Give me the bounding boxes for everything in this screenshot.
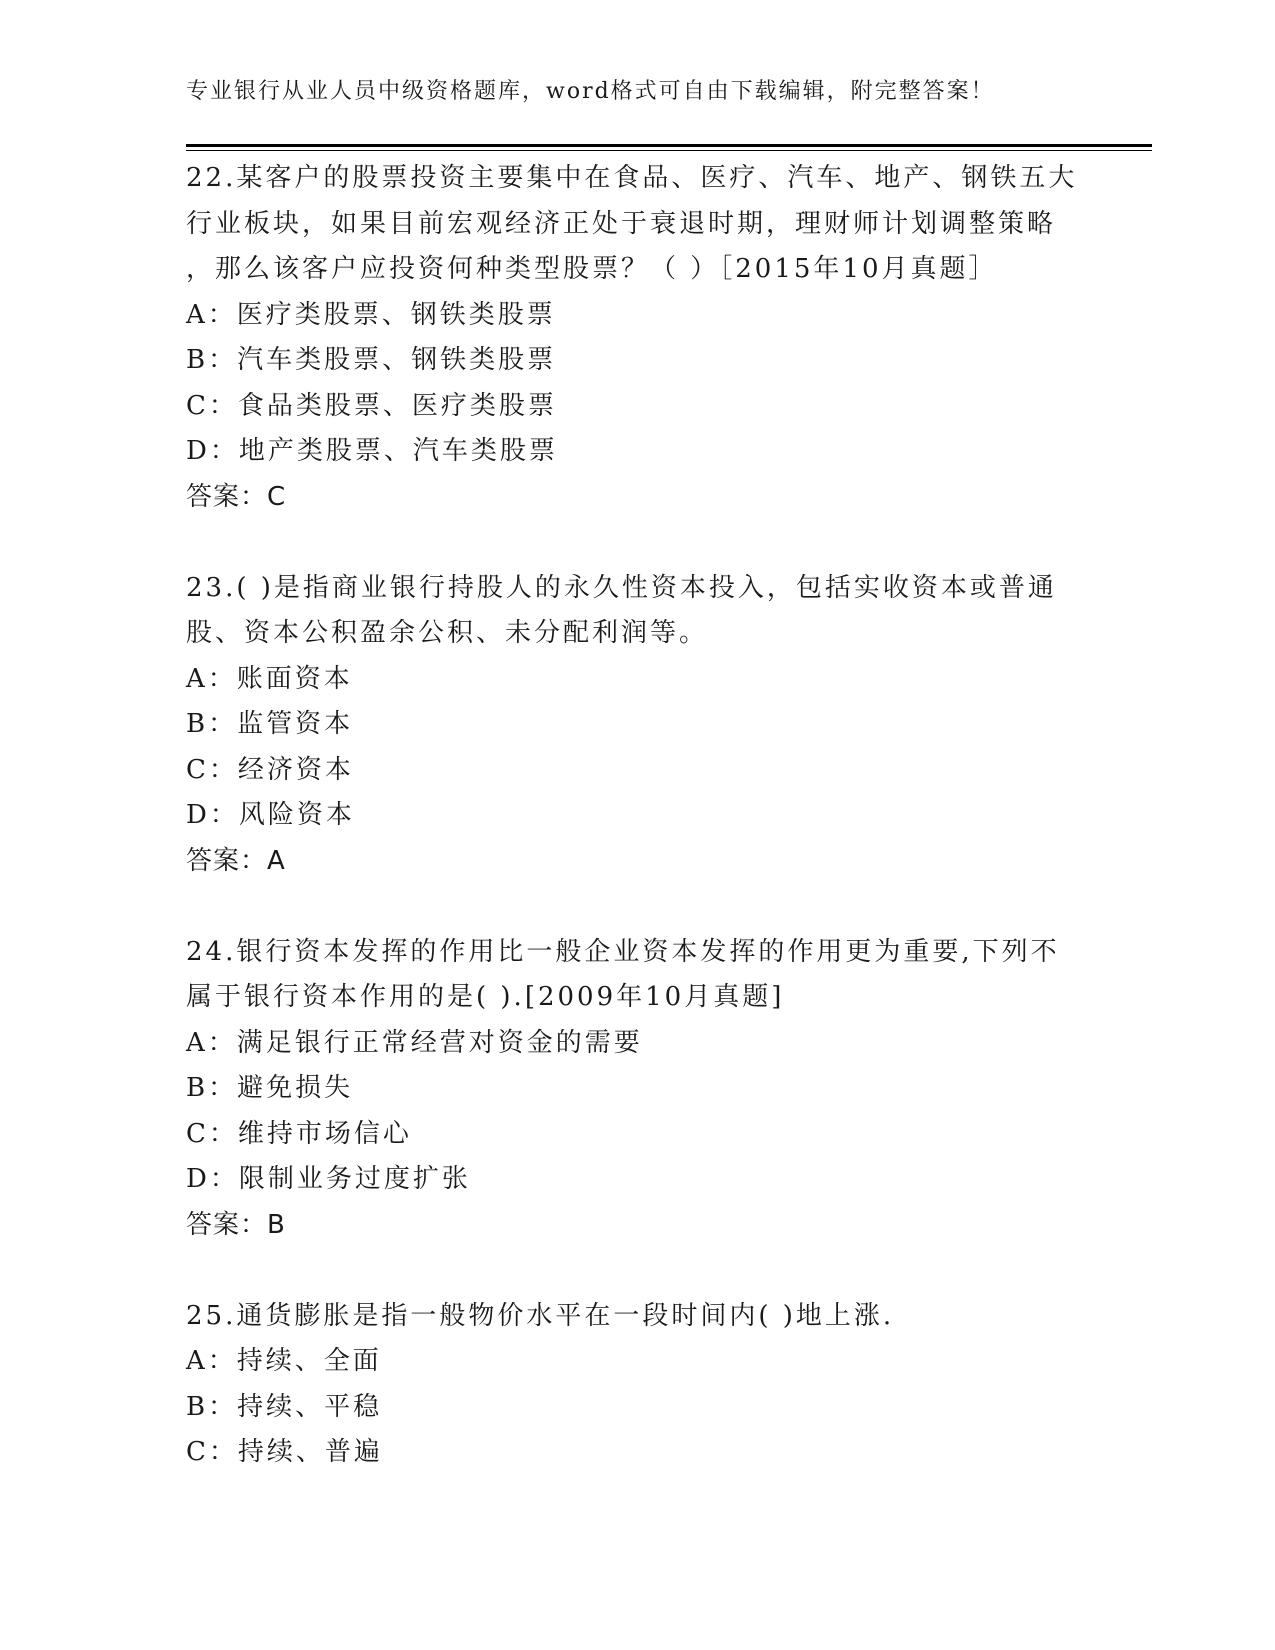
option-d: D：限制业务过度扩张 <box>186 1164 471 1194</box>
option-c: C：持续、普遍 <box>186 1437 383 1467</box>
answer-line: 答案：A <box>186 845 286 876</box>
option-d: D：地产类股票、汽车类股票 <box>186 436 558 466</box>
option-b: B：汽车类股票、钢铁类股票 <box>186 345 557 375</box>
question-stem-line: 属于银行资本作用的是( ).[2009年10月真题] <box>186 982 785 1012</box>
option-a: A：账面资本 <box>186 663 353 694</box>
question-24 <box>186 930 1152 1249</box>
option-c: C：食品类股票、医疗类股票 <box>186 390 557 421</box>
question-list <box>186 156 1152 1476</box>
option-c: C：维持市场信心 <box>186 1118 412 1149</box>
option-b: B：避免损失 <box>186 1073 354 1103</box>
question-stem-line: 股、资本公积盈余公积、未分配利润等。 <box>186 618 709 648</box>
answer-line: 答案：C <box>186 481 287 512</box>
page-header: 专业银行从业人员中级资格题库，word格式可自由下载编辑，附完整答案！ <box>186 79 995 104</box>
question-22 <box>186 156 1152 520</box>
question-23 <box>186 566 1152 885</box>
question-stem-line: 22.某客户的股票投资主要集中在食品、医疗、汽车、地产、钢铁五大 <box>186 163 1078 193</box>
question-spacer <box>186 1248 1152 1294</box>
question-spacer <box>186 884 1152 930</box>
question-stem-line: ，那么该客户应投资何种类型股票？（ ）［2015年10月真题］ <box>186 254 998 284</box>
question-stem-line: 行业板块，如果目前宏观经济正处于衰退时期，理财师计划调整策略 <box>186 208 1057 239</box>
header-rule-thin <box>186 150 1152 151</box>
option-d: D：风险资本 <box>186 800 355 830</box>
option-a: A：医疗类股票、钢铁类股票 <box>186 299 556 330</box>
question-stem-line: 23.( )是指商业银行持股人的永久性资本投入，包括实收资本或普通 <box>186 572 1057 603</box>
answer-line: 答案：B <box>186 1209 286 1240</box>
option-b: B：监管资本 <box>186 709 354 739</box>
question-25 <box>186 1294 1152 1476</box>
option-a: A：满足银行正常经营对资金的需要 <box>186 1027 643 1058</box>
option-a: A：持续、全面 <box>186 1346 382 1376</box>
question-spacer <box>186 520 1152 566</box>
option-b: B：持续、平稳 <box>186 1391 383 1422</box>
question-stem-line: 24.银行资本发挥的作用比一般企业资本发挥的作用更为重要,下列不 <box>186 936 1060 967</box>
question-stem-line: 25.通货膨胀是指一般物价水平在一段时间内( )地上涨. <box>186 1300 895 1331</box>
option-c: C：经济资本 <box>186 754 354 785</box>
header-rule-thick <box>186 144 1152 147</box>
